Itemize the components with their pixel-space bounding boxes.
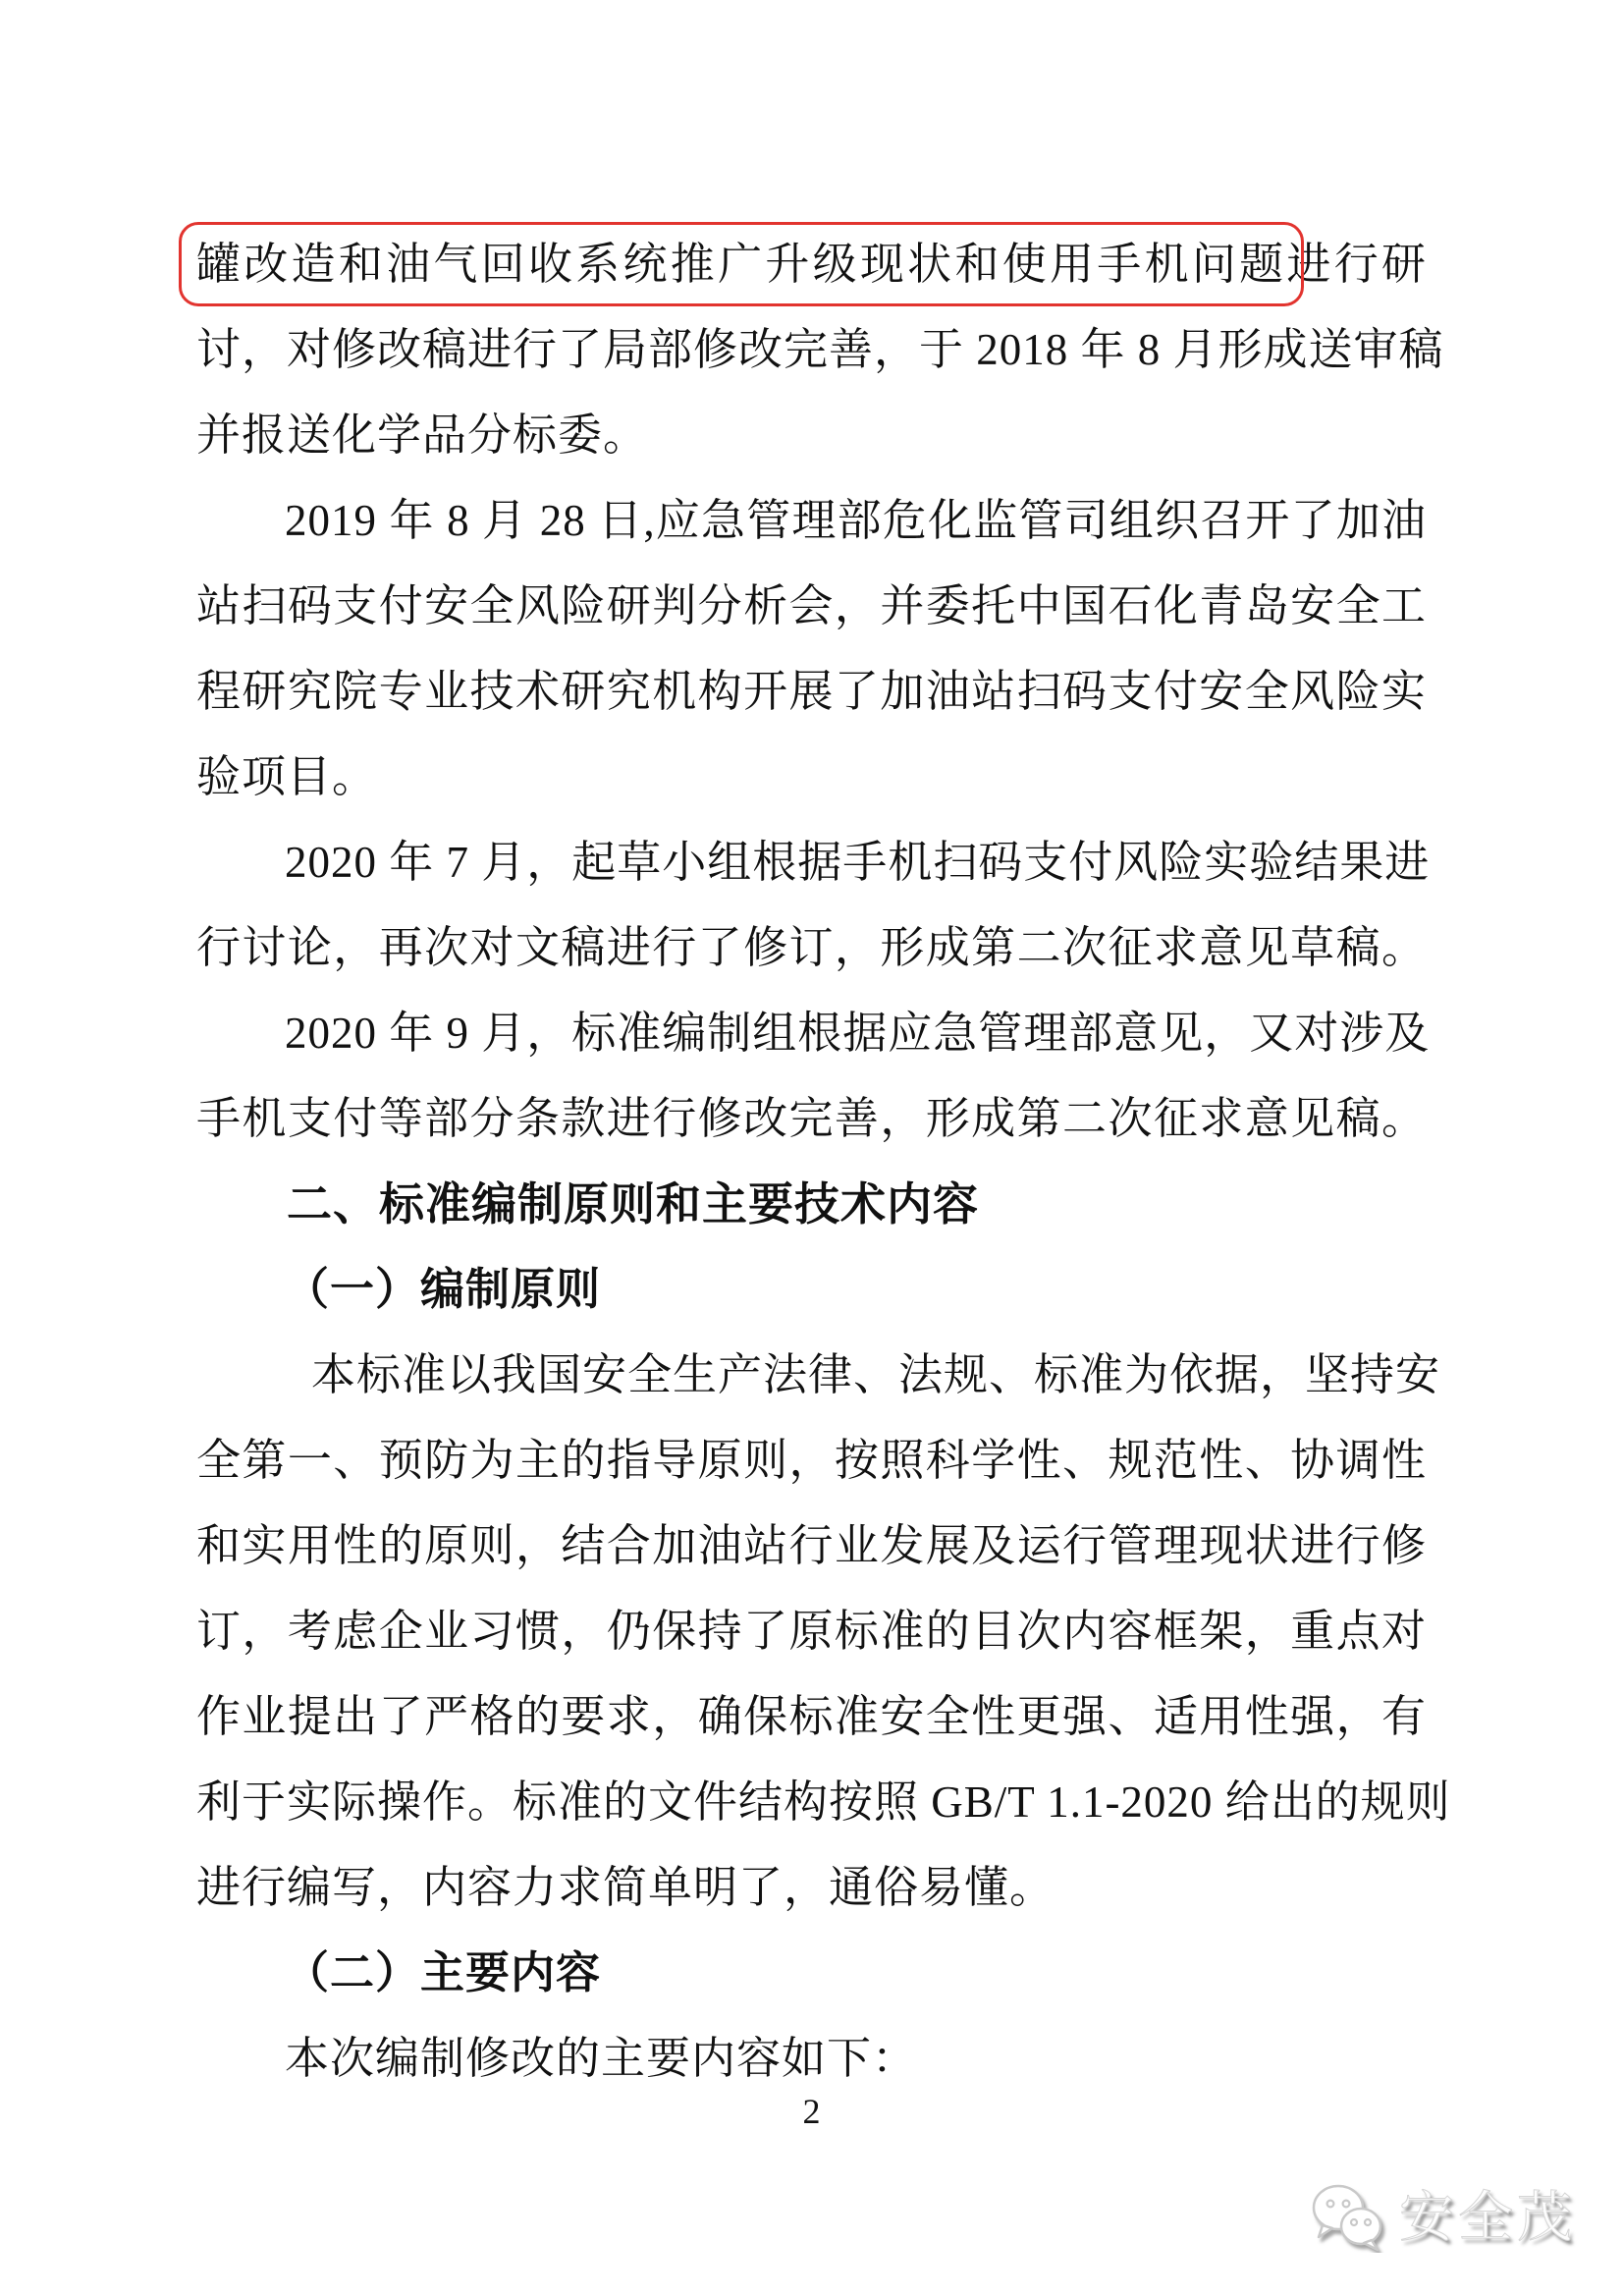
text-line: 本标准以我国安全生产法律、法规、标准为依据，坚持安 [311, 1350, 1441, 1399]
subsection-heading: （一）编制原则 [285, 1265, 602, 1314]
text-line: 订，考虑企业习惯，仍保持了原标准的目次内容框架，重点对 [196, 1607, 1427, 1656]
watermark-label: 安全茂 [1399, 2186, 1576, 2248]
text-line: 行讨论，再次对文稿进行了修订，形成第二次征求意见草稿。 [196, 923, 1427, 972]
publisher-watermark [1309, 2182, 1576, 2253]
text-line: 进行编写，内容力求简单明了，通俗易懂。 [196, 1863, 1055, 1912]
page-number: 2 [802, 2092, 821, 2131]
review-highlight-box: 罐改造和油气回收系统推广升级现状和使用手机问题 [196, 240, 1287, 289]
text-line: 手机支付等部分条款进行修改完善，形成第二次征求意见稿。 [196, 1094, 1427, 1143]
text-line [196, 222, 1427, 307]
subsection-heading: （二）主要内容 [285, 1948, 602, 1997]
text-line: 程研究院专业技术研究机构开展了加油站扫码支付安全风险实 [196, 667, 1427, 716]
text-line: 利于实际操作。标准的文件结构按照 GB/T 1.1-2020 给出的规则 [196, 1777, 1451, 1827]
text-line: 2020 年 7 月，起草小组根据手机扫码支付风险实验结果进 [285, 838, 1431, 887]
wechat-bubbles-icon [1309, 2182, 1389, 2253]
document-body [196, 222, 1451, 2102]
text-line: 站扫码支付安全风险研判分析会，并委托中国石化青岛安全工 [196, 581, 1427, 630]
text-line: 并报送化学品分标委。 [196, 410, 649, 460]
text-line: 验项目。 [196, 752, 378, 801]
text-line: 和实用性的原则，结合加油站行业发展及运行管理现状进行修 [196, 1521, 1427, 1570]
text-line-rest: 进行研 [1286, 240, 1427, 289]
section-heading: 二、标准编制原则和主要技术内容 [287, 1178, 979, 1230]
text-line: 讨，对修改稿进行了局部修改完善，于 2018 年 8 月形成送审稿 [196, 325, 1444, 374]
text-line: 作业提出了严格的要求，确保标准安全性更强、适用性强，有 [196, 1692, 1427, 1741]
text-line: 2019 年 8 月 28 日,应急管理部危化监管司组织召开了加油 [285, 496, 1427, 545]
text-line: 本次编制修改的主要内容如下： [285, 2034, 918, 2083]
text-line: 2020 年 9 月，标准编制组根据应急管理部意见，又对涉及 [285, 1009, 1431, 1058]
text-line: 全第一、预防为主的指导原则，按照科学性、规范性、协调性 [196, 1436, 1427, 1485]
